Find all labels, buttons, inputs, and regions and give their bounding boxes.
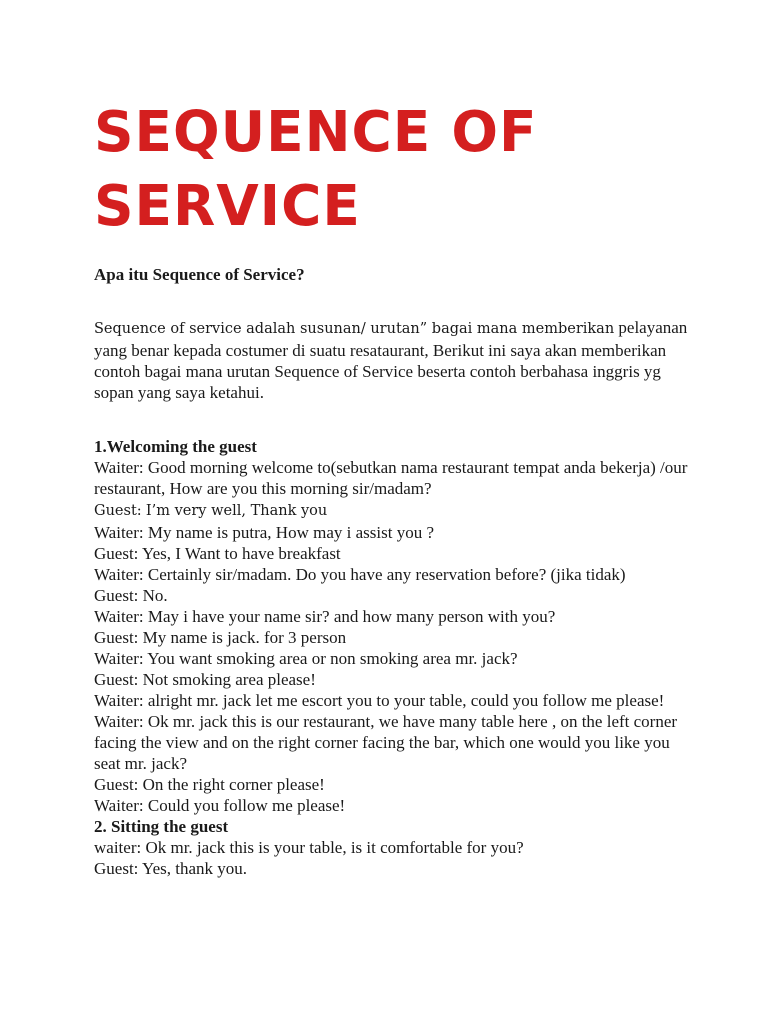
dialog-line: waiter: Ok mr. jack this is your table, is it comfortable for you? [94, 838, 524, 857]
title-line-2: SERVICE [94, 174, 361, 239]
dialog-line: Guest: Yes, I Want to have breakfast [94, 544, 341, 563]
intro-rest: pelayanan yang benar kepada costumer di suatu resataurant, Berikut ini saya akan memberikan contoh bagai mana urutan Sequence of Service beserta contoh berbahasa inggris yg sopan yang saya ketahui. [94, 318, 688, 402]
dialog-line: Guest: My name is jack. for 3 person [94, 628, 347, 647]
dialog-line: Guest: Yes, thank you. [94, 859, 248, 878]
dialog-line: Waiter: You want smoking area or non smoking area mr. jack? [94, 649, 518, 668]
dialog-line: Waiter: Could you follow me please! [94, 796, 346, 815]
intro-lead: Sequence of service adalah susunan/ urutan” bagai mana memberikan [94, 321, 615, 337]
dialog-line: Waiter: My name is putra, How may i assist you ? [94, 523, 434, 542]
document-title [94, 96, 682, 244]
dialog-speaker: Guest: [94, 503, 142, 519]
section-1-heading: 1.Welcoming the guest [94, 437, 257, 456]
dialog-line: Waiter: May i have your name sir? and how many person with you? [94, 607, 556, 626]
dialog-line: Waiter: Ok mr. jack this is our restaurant, we have many table here , on the left corner facing the view and on the right corner facing the bar, which one would you like you seat mr. jack? [94, 712, 678, 773]
section-2-heading: 2. Sitting the guest [94, 817, 229, 836]
dialog-line: Waiter: alright mr. jack let me escort you to your table, could you follow me please! [94, 691, 665, 710]
dialog-line: Guest: No. [94, 586, 168, 605]
document-page [94, 96, 694, 879]
dialog-line: Guest: On the right corner please! [94, 775, 325, 794]
dialog-text: I’m very well, Thank you [145, 503, 328, 519]
dialog-line [94, 499, 694, 522]
question-heading: Apa itu Sequence of Service? [94, 265, 305, 284]
title-line-1: SEQUENCE OF [94, 100, 538, 165]
dialog-line: Waiter: Good morning welcome to(sebutkan nama restaurant tempat anda bekerja) /our restaurant, How are you this morning sir/madam? [94, 458, 688, 498]
dialog-section [94, 436, 694, 879]
intro-paragraph [94, 317, 694, 403]
dialog-line: Guest: Not smoking area please! [94, 670, 316, 689]
dialog-line: Waiter: Certainly sir/madam. Do you have any reservation before? (jika tidak) [94, 565, 626, 584]
